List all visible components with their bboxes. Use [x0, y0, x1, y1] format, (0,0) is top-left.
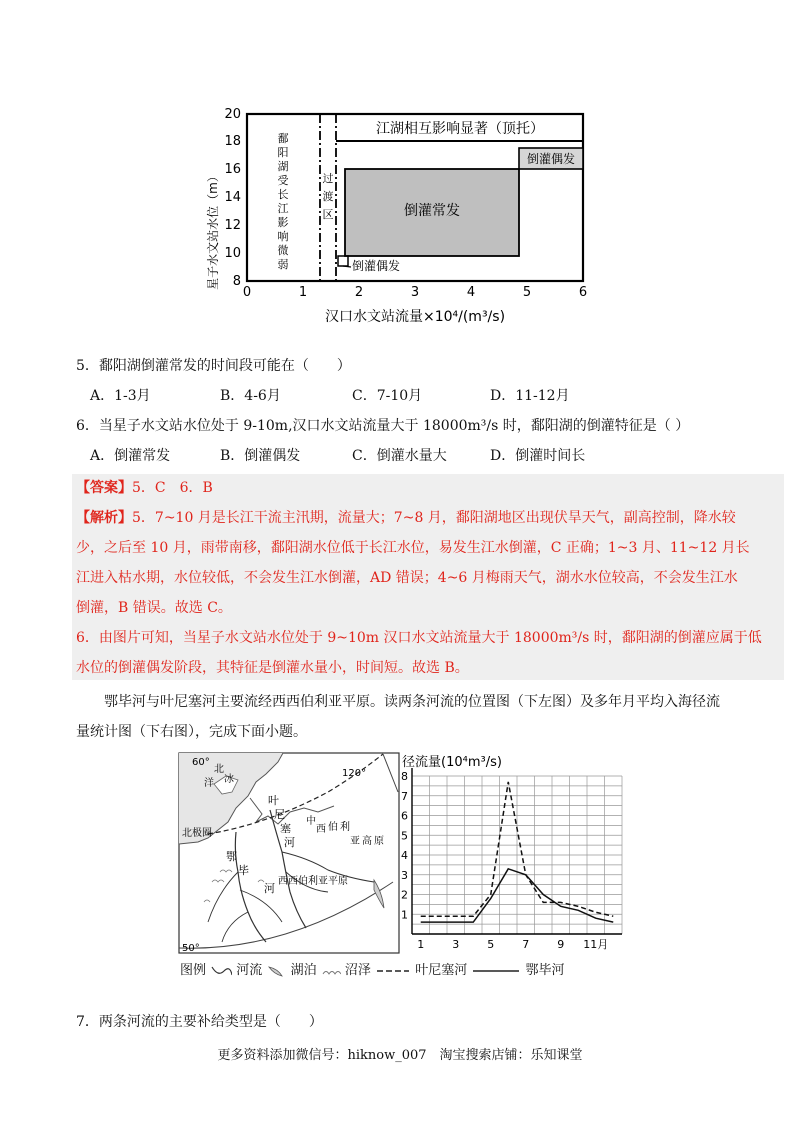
analysis-line-5: 6．由图片可知，当星子水文站水位处于 9~10m 汉口水文站流量大于 18000m³/s 时，鄱阳湖的倒灌应属于低: [76, 630, 762, 646]
legend-swamp: 沼泽: [344, 963, 371, 978]
question-6-option-c[interactable]: C．倒灌水量大: [352, 448, 447, 464]
water-level-flow-diagram: [195, 100, 600, 330]
fig1-y-ticks: [224, 107, 241, 289]
y-tick: 12: [224, 218, 241, 233]
question-6-stem: 6．当星子水文站水位处于 9-10m,汉口水文站流量大于 18000m³/s 时，鄱阳湖的倒灌特征是（ ）: [76, 418, 690, 434]
transition-char: 过: [322, 172, 334, 185]
y-tick: 16: [224, 162, 241, 177]
fig1-ylabel: 星子水文站水位（m）: [206, 170, 220, 290]
y-tick: 20: [224, 107, 241, 122]
chart-x-tick-label: 1: [417, 938, 425, 951]
chart-y-tick-label: 5: [401, 829, 408, 843]
plateau-char: 亚: [350, 836, 360, 847]
left-label-char: 影: [277, 216, 289, 229]
analysis-line-4: 倒灌，B 错误。故选 C。: [76, 600, 232, 616]
left-label-char: 微: [277, 244, 289, 257]
analysis-line-1: [76, 508, 736, 528]
x-tick: 4: [466, 285, 476, 300]
west-siberian-label: 西西伯利亚平原: [278, 876, 348, 887]
bottom-occasional-label: 倒灌偶发: [352, 259, 401, 273]
left-label-char: 弱: [277, 258, 289, 271]
arctic-circle-label: 北极圈: [182, 828, 212, 839]
chart-y-tick-label: 6: [401, 809, 408, 823]
yenisei-char: 尼: [274, 808, 285, 821]
bottom-occasional-pointer: [343, 266, 351, 267]
yenisei-char: 叶: [268, 794, 279, 807]
ob-legend-line: [471, 966, 521, 976]
transition-char: 渡: [322, 190, 334, 203]
bottom-occasional-marker: [338, 256, 348, 266]
ocean-char: 洋: [204, 778, 214, 789]
yenisei-char: 河: [284, 836, 295, 849]
plateau-char: 利: [340, 822, 350, 833]
chart-x-tick-label: 9: [557, 938, 565, 951]
transition-char: 区: [322, 208, 334, 221]
chart-grid: [412, 768, 622, 934]
runoff-line-chart: [392, 752, 632, 962]
chart-y-tick-label: 7: [401, 789, 408, 803]
legend-yenisei: 叶尼塞河: [415, 963, 468, 978]
y-tick: 14: [224, 190, 241, 205]
analysis-line-6: 水位的倒灌偶发阶段，其特征是倒灌水量小，时间短。故选 B。: [76, 660, 469, 676]
ocean-char: 北: [214, 764, 224, 775]
transition-label: [323, 171, 334, 221]
legend-lake: 湖泊: [290, 963, 317, 978]
legend-prefix: 图例: [180, 963, 207, 978]
ob-char: 毕: [238, 864, 249, 877]
top-region-label: 江湖相互影响显著（顶托）: [376, 121, 544, 137]
chart-y-tick-label: 1: [401, 908, 408, 922]
question-5-option-b[interactable]: B．4-6月: [220, 388, 281, 404]
answer-text: 5．C 6．B: [132, 480, 213, 496]
intro-line-2: 量统计图（下右图），完成下面小题。: [76, 724, 307, 740]
left-label-char: 阳: [277, 146, 289, 159]
left-label-char: 受: [277, 174, 289, 187]
left-region-label: [278, 132, 289, 271]
x-tick: 3: [410, 285, 420, 300]
question-6-option-b[interactable]: B．倒灌偶发: [220, 448, 301, 464]
plateau-char: 原: [374, 836, 384, 847]
figure-legend: [180, 962, 565, 980]
yenisei-legend-line: [375, 966, 411, 976]
left-label-char: 鄱: [277, 132, 289, 145]
frequent-backflow-label: 倒灌常发: [404, 203, 460, 219]
answer-line: [76, 478, 213, 498]
river-legend-icon: [210, 965, 232, 977]
chart-x-tick-label: 11月: [583, 938, 609, 951]
chart-y-tick-label: 2: [401, 888, 408, 902]
chart-x-tick-label: 7: [522, 938, 530, 951]
plateau-char: 西: [316, 824, 326, 835]
plateau-char: 中: [306, 816, 316, 827]
chart-x-tick-label: 3: [452, 938, 460, 951]
left-label-char: 江: [277, 202, 289, 215]
swamp-legend-icon: [321, 965, 341, 977]
answer-tag: 【答案】: [76, 480, 132, 496]
footer-note: 更多资料添加微信号：hiknow_007 淘宝搜索店铺：乐知课堂: [217, 1048, 583, 1063]
lat-50-label: 50°: [182, 943, 200, 954]
chart-y-tick-label: 8: [401, 770, 408, 783]
y-tick: 8: [232, 274, 241, 289]
chart-x-tick-label: 5: [487, 938, 495, 951]
y-tick: 18: [224, 134, 241, 149]
analysis-line-3: 江进入枯水期，水位较低，不会发生江水倒灌，AD 错误；4~6 月梅雨天气，湖水水位较高，不会发生江水: [76, 570, 738, 586]
plateau-char: 高: [362, 836, 372, 847]
yenisei-char: 塞: [280, 822, 291, 835]
left-label-char: 湖: [277, 160, 289, 173]
legend-river: 河流: [236, 963, 263, 978]
analysis-text: 5．7~10 月是长江干流主汛期，流量大；7~8 月，鄱阳湖地区出现伏旱天气，副高控制，降水较: [132, 510, 736, 526]
lon-120-label: 120°: [342, 768, 367, 779]
analysis-tag: 【解析】: [76, 510, 132, 526]
x-tick: 1: [298, 285, 308, 300]
chart-title: 径流量(10⁴m³/s): [402, 755, 502, 770]
left-label-char: 响: [277, 230, 289, 243]
fig1-x-ticks: [243, 285, 587, 300]
question-5-stem: 5．鄱阳湖倒灌常发的时间段可能在（ ）: [76, 358, 351, 374]
question-7-stem: 7．两条河流的主要补给类型是（ ）: [76, 1014, 323, 1030]
legend-ob: 鄂毕河: [525, 963, 565, 978]
right-occasional-label: 倒灌偶发: [526, 152, 576, 166]
lat-60-label: 60°: [192, 757, 210, 768]
ob-char: 河: [264, 882, 275, 895]
x-tick: 0: [242, 285, 252, 300]
fig1-xlabel: 汉口水文站流量×10⁴/(m³/s): [324, 309, 506, 325]
question-5-option-a[interactable]: A．1-3月: [90, 388, 151, 404]
question-6-option-d[interactable]: D．倒灌时间长: [490, 448, 586, 464]
question-6-option-a[interactable]: A．倒灌常发: [90, 448, 171, 464]
chart-y-tick-label: 4: [401, 849, 408, 862]
analysis-line-2: 少，之后至 10 月，雨带南移，鄱阳湖水位低于长江水位，易发生江水倒灌，C 正确；1~3 月、11~12 月长: [76, 540, 750, 556]
chart-y-tick-label: 3: [401, 868, 408, 882]
plateau-char: 伯: [328, 822, 338, 833]
ocean-char: 冰: [224, 774, 234, 785]
x-tick: 2: [354, 285, 364, 300]
ob-char: 鄂: [226, 850, 237, 863]
left-label-char: 长: [277, 188, 289, 201]
lake-legend-icon: [266, 965, 286, 977]
question-5-option-c[interactable]: C．7-10月: [352, 388, 423, 404]
intro-line-1: 鄂毕河与叶尼塞河主要流经西西伯利亚平原。读两条河流的位置图（下左图）及多年月平均入海径流: [104, 694, 720, 710]
siberia-river-map: [178, 752, 400, 954]
x-tick: 6: [578, 285, 588, 300]
x-tick: 5: [522, 285, 532, 300]
y-tick: 10: [224, 246, 241, 261]
question-5-option-d[interactable]: D．11-12月: [490, 388, 570, 404]
